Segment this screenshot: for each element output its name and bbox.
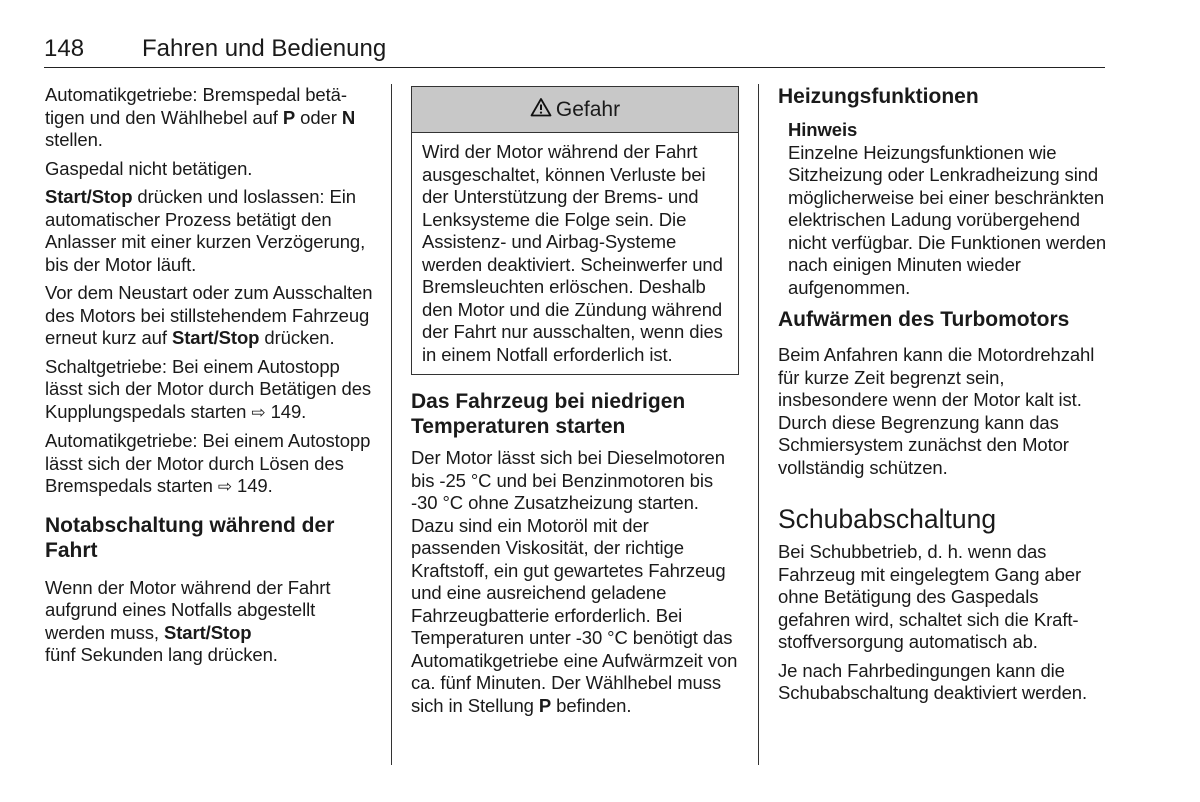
note-text: Einzelne Heizungsfunktionen wie Sitzheizung oder Lenkradheizung sind möglicherweise bei einer beschränkten elektrischen Ladung vorübergehend nicht verfügbar. Die Funktionen werden nach einigen Minuten wieder aufgenommen. [788,141,1107,298]
heading: Aufwärmen des Turbomotors [778,308,1070,331]
warning-header [412,87,738,133]
paragraph: Der Motor lässt sich bei Dieselmotoren bis -25 °C und bei Benzinmotoren bis -30 °C ohne Zusatzheizung starten. Dazu sind ein Motoröl mit der passenden Viskosität, der richtige Kraftstoff, ein gut gewartetes Fahrzeug und eine ausreichend geladene Fahrzeugbatterie erforderlich. Bei Temperaturen unter -30 °C benötigt das Automatikgetriebe eine Aufwärmzeit von ca. fünf Minuten. Der Wählhebel muss sich in Stellung P befinden. [411,447,738,716]
column-divider [391,84,392,765]
section-heading: Schubabschaltung [778,504,997,534]
heading: Das Fahrzeug bei niedrigen Temperaturen starten [411,390,686,438]
paragraph: Bei Schubbetrieb, d. h. wenn das Fahrzeug mit eingelegtem Gang aber ohne Betätigung des Gaspedals gefahren wird, schaltet sich die Kraftstoffversorgung automatisch ab. [778,541,1082,652]
note-label: Hinweis [788,119,858,140]
heading: Heizungsfunktionen [778,85,979,108]
page-reference[interactable]: 149. [237,475,273,496]
cross-reference-arrow-icon: ⇨ [251,402,266,422]
cross-reference-arrow-icon: ⇨ [217,477,232,496]
page-number: 148 [44,35,85,62]
warning-title: Gefahr [555,97,621,121]
paragraph: Beim Anfahren kann die Motordrehzahl für kurze Zeit begrenzt sein, insbesondere wenn der Motor kalt ist. Durch diese Begrenzung kann das Schmiersystem zunächst den Motor vollständig schützen. [778,344,1095,478]
paragraph: Je nach Fahrbedingungen kann die Schubabschaltung deaktiviert werden. [778,659,1088,703]
paragraph: Start/Stop drücken und loslassen: Ein automatischer Prozess betätigt den Anlasser mit einer kurzen Verzögerung, bis der Motor läuft. [45,186,366,275]
warning-body [412,133,738,374]
paragraph: Automatikgetriebe: Bei einem Autostopp lässt sich der Motor durch Lösen des Bremspedals starten ⇨ 149. [45,430,377,499]
column-3 [778,84,1108,711]
warning-box [411,86,739,375]
paragraph: Wenn der Motor während der Fahrt aufgrund eines Notfalls abgestellt werden muss, Start/Stop fünf Sekunden lang drücken. [45,576,331,665]
heading: Notabschaltung während der Fahrt [45,513,335,562]
column-2 [411,84,741,723]
warning-triangle-icon [530,97,552,123]
paragraph: Vor dem Neustart oder zum Ausschalten des Motors bei stillstehendem Fahrzeug erneut kurz auf Start/Stop drücken. [45,282,373,348]
paragraph: Schaltgetriebe: Bei einem Autostopp lässt sich der Motor durch Betätigen des Kupplungspedals starten ⇨ 149. [45,356,377,425]
paragraph: Automatikgetriebe: Bremspedal betätigen und den Wählhebel auf P oder N stellen. [45,84,356,150]
page-reference[interactable]: 149. [270,400,307,422]
note-block [778,119,1108,299]
paragraph: Gaspedal nicht betätigen. [45,157,253,179]
column-divider [758,84,759,765]
section-title: Fahren und Bedienung [142,35,387,62]
column-1 [45,84,377,673]
page-header [44,33,1105,68]
warning-text: Wird der Motor während der Fahrt ausgeschaltet, können Verluste bei der Unterstützung der Brems- und Lenksysteme die Folge sein. Die Assistenz- und Airbag-Systeme werden deaktiviert. Scheinwerfer und Bremsleuchten erlöschen. Deshalb den Motor und die Zündung während der Fahrt nur ausschalten, wenn dies in einem Notfall erforderlich ist. [422,141,723,365]
